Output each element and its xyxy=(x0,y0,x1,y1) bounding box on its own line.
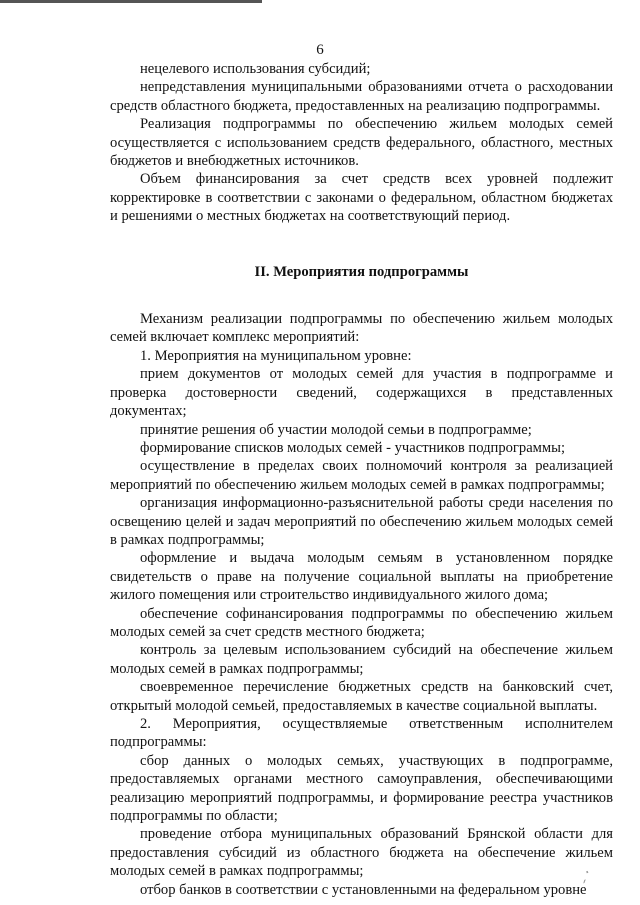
paragraph: обеспечение софинансирования подпрограммы по обеспечению жильем молодых семей за счет средств местного бюджета; xyxy=(110,605,613,640)
paragraph: формирование списков молодых семей - участников подпрограммы; xyxy=(140,439,566,456)
paragraph: Реализация подпрограммы по обеспечению жильем молодых семей осуществляется с использованием средств федерального, областного, местных бюджетов и внебюджетных источников. xyxy=(110,116,613,170)
paragraph: отбор банков в соответствии с установленными на федеральном уровне xyxy=(140,881,587,898)
paragraph: 2. Мероприятия, осуществляемые ответственным исполнителем подпрограммы: xyxy=(110,716,613,751)
paragraph: контроль за целевым использованием субсидий на обеспечение жильем молодых семей в рамках подпрограммы; xyxy=(110,642,613,677)
paragraph: организация информационно-разъяснительной работы среди населения по освещению целей и задач мероприятий по обеспечению жильем молодых семей в рамках подпрограммы; xyxy=(110,495,613,548)
paragraph: непредставления муниципальными образованиями отчета о расходовании средств областного бюджета, предоставленных на реализацию подпрограммы. xyxy=(110,79,613,114)
page-number: 6 xyxy=(316,42,324,58)
section-heading: II. Мероприятия подпрограммы xyxy=(254,263,469,280)
paragraph: нецелевого использования субсидий; xyxy=(140,61,371,77)
paragraph: сбор данных о молодых семьях, участвующих в подпрограмме, предоставляемых органами местного самоуправления, обеспечивающими реализацию мероприятий подпрограммы, и формирование реестра участников подпрограммы по области; xyxy=(110,752,613,825)
paragraph: Механизм реализации подпрограммы по обеспечению жильем молодых семей включает комплекс мероприятий: xyxy=(110,311,613,346)
handwritten-mark: ˏ· xyxy=(574,862,593,885)
paragraph: своевременное перечисление бюджетных средств на банковский счет, открытый молодой семьей, предоставляемых в качестве социальной выплаты. xyxy=(110,679,613,714)
paragraph: прием документов от молодых семей для участия в подпрограмме и проверка достоверности сведений, содержащихся в представленных документах; xyxy=(110,366,613,420)
document-body xyxy=(110,60,613,899)
paragraph: 1. Мероприятия на муниципальном уровне: xyxy=(140,347,412,364)
top-rule xyxy=(0,0,262,3)
paragraph: осуществление в пределах своих полномочий контроля за реализацией мероприятий по обеспечению жильем молодых семей в рамках подпрограммы; xyxy=(110,458,613,493)
paragraph: оформление и выдача молодым семьям в установленном порядке свидетельств о праве на получение социальной выплаты на приобретение жилого помещения или строительство индивидуального жилого дома; xyxy=(110,550,613,604)
paragraph: проведение отбора муниципальных образований Брянской области для предоставления субсидий из областного бюджета на обеспечение жильем молодых семей в рамках подпрограммы; xyxy=(110,826,613,880)
paragraph: принятие решения об участии молодой семьи в подпрограмме; xyxy=(140,421,532,438)
spacer xyxy=(110,281,613,310)
paragraph: Объем финансирования за счет средств всех уровней подлежит корректировке в соответствии с законами о федеральном, областном бюджетах и решениями о местных бюджетах на соответствующий период. xyxy=(110,171,613,225)
spacer xyxy=(110,226,613,263)
